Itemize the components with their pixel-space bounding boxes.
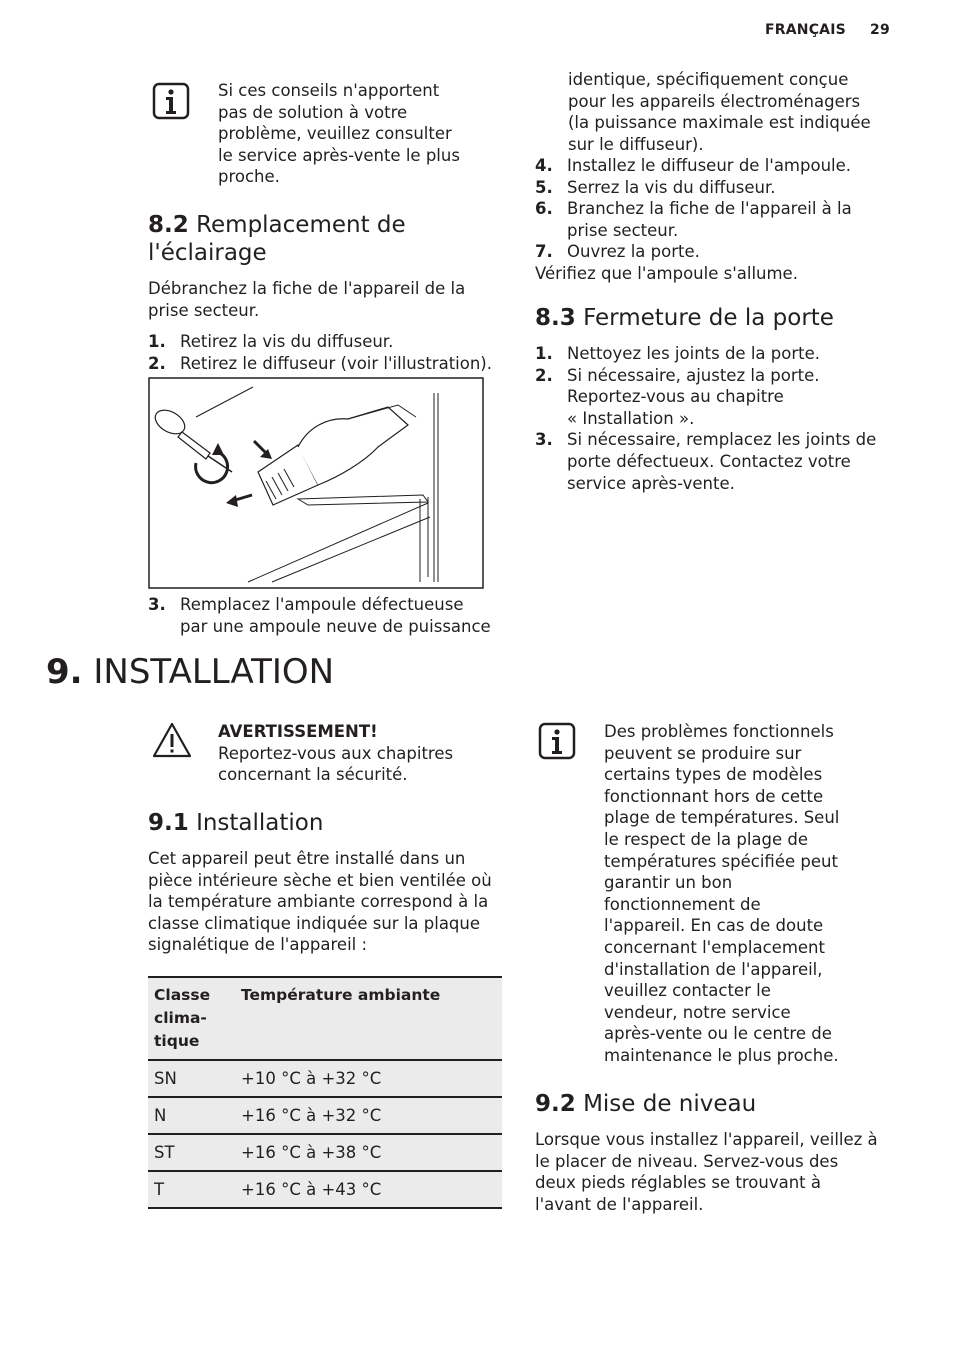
list-item: 6. Branchez la fiche de l'appareil à la prise secteur.	[535, 199, 852, 240]
info-note: Si ces conseils n'apportent pas de solution à votre problème, veuillez consulter le service après-vente le plus proche.	[218, 81, 460, 187]
warning-icon	[152, 722, 192, 762]
check-text: Vérifiez que l'ampoule s'allume.	[535, 263, 798, 283]
section-9-2-heading: 9.2 Mise de niveau	[535, 1091, 757, 1117]
temperature-range-note: Des problèmes fonctionnels peuvent se produire sur certains types de modèles fonctionnant hors de cette plage de températures. Seul le respect de la plage de températures spécifiée peut garantir un bon fonctionnement de l'appareil. En cas de doute concernant l'emplacement d'installation de l'appareil, veuillez contacter le vendeur, notre service après-vente ou le centre de maintenance le plus proche.	[604, 722, 840, 1065]
section-8-2-intro: Débranchez la fiche de l'appareil de la prise secteur.	[148, 279, 466, 320]
steps-4-7	[535, 155, 895, 285]
list-item: 1. Retirez la vis du diffuseur.	[148, 332, 394, 351]
table-header-row	[148, 977, 502, 1060]
table-row: N +16 °C à +32 °C	[148, 1097, 502, 1134]
warning-text: AVERTISSEMENT! Reportez-vous aux chapitres concernant la sécurité.	[218, 721, 508, 786]
info-icon	[152, 82, 190, 124]
list-item: 7. Ouvrez la porte.	[535, 242, 700, 262]
section-9-1-heading: 9.1 Installation	[148, 810, 324, 836]
list-item: 1. Nettoyez les joints de la porte.	[535, 344, 820, 363]
info-icon	[538, 722, 576, 764]
climate-class-table	[148, 976, 502, 1209]
header-language: FRANÇAIS	[765, 22, 846, 38]
table-row: SN +10 °C à +32 °C	[148, 1060, 502, 1097]
page-number: 29	[870, 22, 890, 38]
list-item: 3. Si nécessaire, remplacez les joints de porte défectueux. Contactez votre service après-vente.	[535, 430, 877, 493]
section-8-3-steps	[535, 343, 905, 494]
section-9-1-text: Cet appareil peut être installé dans un pièce intérieure sèche et bien ventilée où la température ambiante correspond à la classe climatique indiquée sur la plaque signalétique de l'appareil :	[148, 849, 492, 955]
step-3	[148, 594, 508, 637]
table-header-temperature: Température ambiante	[241, 977, 502, 1060]
table-header-class: Classe clima- tique	[148, 977, 241, 1060]
list-item: 2. Si nécessaire, ajustez la porte. Reportez-vous au chapitre « Installation ».	[535, 365, 820, 428]
step-3-continuation: identique, spécifiquement conçue pour les appareils électroménagers (la puissance maximale est indiquée sur le diffuseur).	[568, 70, 871, 154]
table-row: T +16 °C à +43 °C	[148, 1171, 502, 1208]
section-8-2-heading: 8.2 Remplacement de l'éclairage	[148, 212, 406, 266]
section-8-2-steps	[148, 331, 508, 374]
list-item: 3. Remplacez l'ampoule défectueuse par une ampoule neuve de puissance	[148, 595, 491, 636]
chapter-9-heading: 9. INSTALLATION	[46, 652, 335, 692]
warning-title: AVERTISSEMENT!	[218, 722, 378, 741]
section-9-2-text: Lorsque vous installez l'appareil, veillez à le placer de niveau. Servez-vous des deux pieds réglables se trouvant à l'avant de l'appareil.	[535, 1130, 878, 1214]
list-item: 5. Serrez la vis du diffuseur.	[535, 177, 776, 197]
list-item: 2. Retirez le diffuseur (voir l'illustration).	[148, 353, 492, 373]
diffuser-illustration	[148, 377, 484, 593]
list-item: 4. Installez le diffuseur de l'ampoule.	[535, 156, 852, 175]
section-8-3-heading: 8.3 Fermeture de la porte	[535, 305, 834, 331]
table-row: ST +16 °C à +38 °C	[148, 1134, 502, 1171]
